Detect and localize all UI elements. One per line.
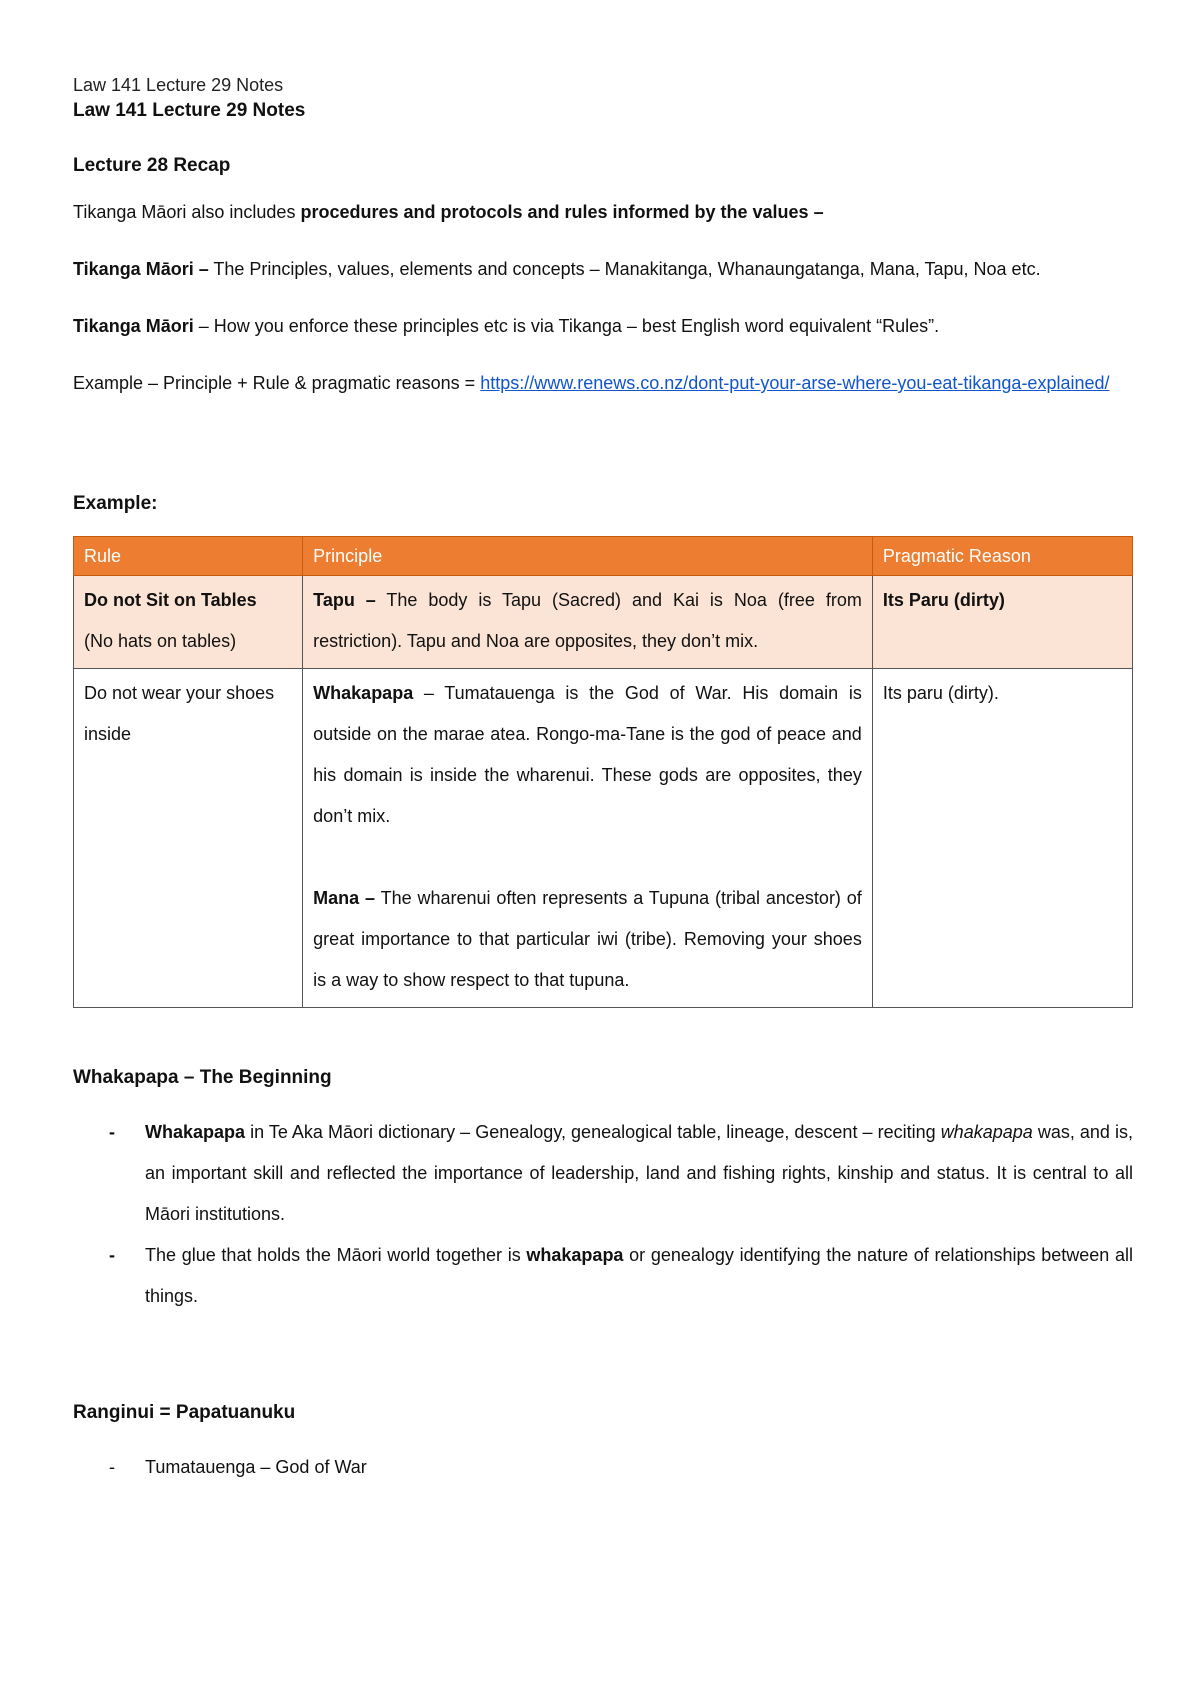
- tikanga-table: [73, 536, 1133, 1008]
- page-header: Law 141 Lecture 29 Notes: [73, 75, 284, 95]
- recap-paragraph-2: [73, 249, 1133, 290]
- row1-principle-cell: [303, 576, 873, 669]
- b1-text2: was, and is, an important skill and reflected the importance of leadership, land and fishing rights, kinship and status. It is central to all Māori institutions.: [145, 1122, 1133, 1224]
- ranginui-heading: Ranginui = Papatuanuku: [73, 1402, 296, 1423]
- recap-paragraph-4: [73, 363, 1133, 404]
- list-item: [73, 1235, 1133, 1317]
- row1-reason: Its Paru (dirty): [872, 576, 1132, 669]
- ranginui-list: [73, 1447, 1133, 1488]
- b2-bold: whakapapa: [526, 1245, 624, 1265]
- row1-principle-text: The body is Tapu (Sacred) and Kai is Noa (free from restriction). Tapu and Noa are opposites, they don’t mix.: [313, 590, 862, 651]
- whakapapa-heading: Whakapapa – The Beginning: [73, 1067, 332, 1088]
- document-title: Law 141 Lecture 29 Notes: [73, 100, 306, 121]
- recap-paragraph-3: [73, 306, 1133, 347]
- header-principle: Principle: [303, 537, 873, 576]
- row1-principle-bold: Tapu –: [313, 590, 376, 610]
- table-row: [74, 669, 1133, 1008]
- list-item: [73, 1447, 1133, 1488]
- recap-paragraph-1: [73, 192, 1133, 233]
- row1-rule: Do not Sit on Tables: [84, 590, 257, 610]
- row2-principle-cell: [303, 669, 873, 1008]
- recap-p1-bold: procedures and protocols and rules informed by the values –: [300, 202, 824, 222]
- b1-text1: in Te Aka Māori dictionary – Genealogy, genealogical table, lineage, descent – reciting: [245, 1122, 941, 1142]
- recap-heading: Lecture 28 Recap: [73, 155, 231, 176]
- row2-principle-b-text: The wharenui often represents a Tupuna (tribal ancestor) of great importance to that particular iwi (tribe). Removing your shoes is a way to show respect to that tupuna.: [313, 888, 862, 990]
- row2-principle-b-bold: Mana –: [313, 888, 376, 908]
- b2-text1: The glue that holds the Māori world together is: [145, 1245, 527, 1265]
- row2-rule: Do not wear your shoes inside: [74, 669, 303, 1008]
- row2-reason: Its paru (dirty).: [872, 669, 1132, 1008]
- dash-bullet-icon: -: [109, 1122, 115, 1142]
- table-header-row: [74, 537, 1133, 576]
- row1-rule-sub: (No hats on tables): [84, 631, 237, 651]
- recap-p1-text: Tikanga Māori also includes: [73, 202, 301, 222]
- header-pragmatic-reason: Pragmatic Reason: [872, 537, 1132, 576]
- row1-rule-cell: [74, 576, 303, 669]
- cell-spacer: [313, 837, 862, 878]
- dash-bullet-icon: -: [109, 1457, 115, 1477]
- recap-p2-bold: Tikanga Māori –: [73, 259, 209, 279]
- recap-p3-bold: Tikanga Māori: [73, 316, 194, 336]
- recap-p4-text: Example – Principle + Rule & pragmatic reasons =: [73, 373, 481, 393]
- dash-bullet-icon: -: [109, 1245, 115, 1265]
- b1-bold: Whakapapa: [145, 1122, 246, 1142]
- row2-principle-a: [313, 673, 862, 837]
- example-heading: Example:: [73, 493, 158, 514]
- recap-p2-text: The Principles, values, elements and concepts – Manakitanga, Whanaungatanga, Mana, Tapu, Noa etc.: [208, 259, 1041, 279]
- recap-p3-text: – How you enforce these principles etc is via Tikanga – best English word equivalent “Rules”.: [193, 316, 940, 336]
- header-rule: Rule: [74, 537, 303, 576]
- whakapapa-list: [73, 1112, 1133, 1317]
- list-item: [73, 1112, 1133, 1235]
- b2-text2: or genealogy identifying the nature of relationships between all things.: [145, 1245, 1133, 1306]
- row2-principle-a-text: – Tumatauenga is the God of War. His domain is outside on the marae atea. Rongo-ma-Tane is the god of peace and his domain is inside the wharenui. These gods are opposites, they don’t mix.: [313, 683, 862, 826]
- b1-italic: whakapapa: [940, 1122, 1033, 1142]
- document-page: [73, 72, 1133, 1488]
- table-row: [74, 576, 1133, 669]
- row2-principle-b: [313, 878, 862, 1001]
- renews-article-link[interactable]: https://www.renews.co.nz/dont-put-your-arse-where-you-eat-tikanga-explained/: [480, 373, 1110, 393]
- row2-principle-a-bold: Whakapapa: [313, 683, 414, 703]
- ranginui-b1: Tumatauenga – God of War: [145, 1457, 367, 1477]
